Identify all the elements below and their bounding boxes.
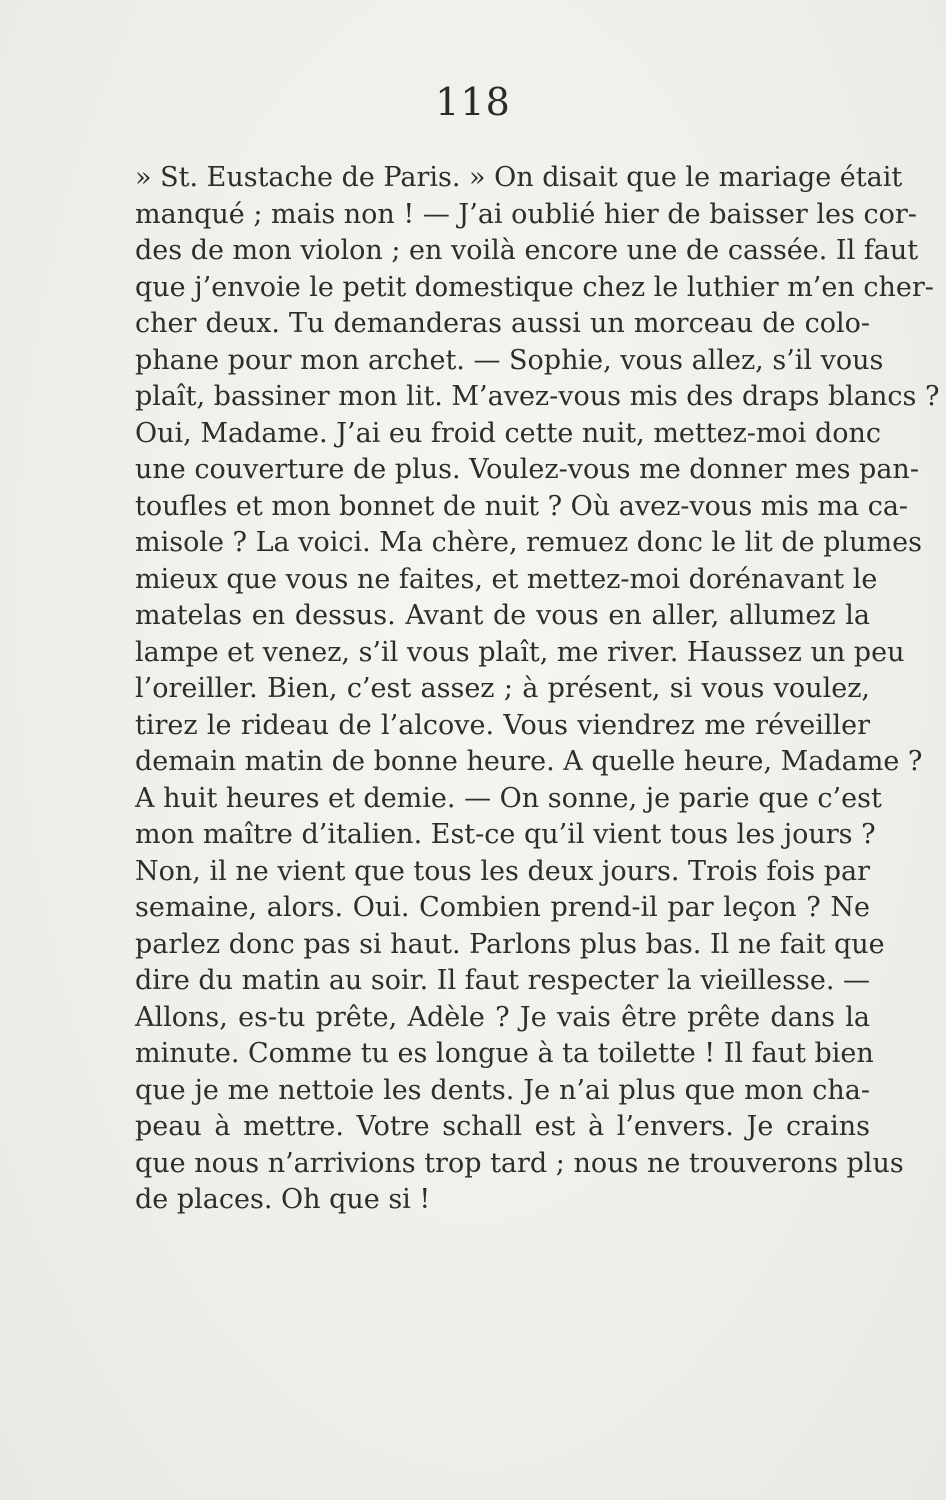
text-line: mon maître d’italien. Est-ce qu’il vient tous les jours ? [135,819,876,850]
text-line: misole ? La voici. Ma chère, remuez donc le lit de plumes [135,527,922,558]
text-line: demain matin de bonne heure. A quelle heure, Madame ? [135,746,923,777]
text-line: dire du matin au soir. Il faut respecter la vieillesse. — [135,965,870,996]
text-line: une couverture de plus. Voulez-vous me donner mes pan- [135,454,919,485]
text-line: que nous n’arrivions trop tard ; nous ne trouverons plus [135,1147,904,1179]
text-line: des de mon violon ; en voilà encore une de cassée. Il faut [135,235,919,266]
page-number: 118 [435,80,511,124]
text-line: manqué ; mais non ! — J’ai oublié hier de baisser les cor- [135,198,917,230]
text-line: l’oreiller. Bien, c’est assez ; à présent, si vous voulez, [135,673,870,704]
text-line: mieux que vous ne faites, et mettez-moi dorénavant le [135,563,878,595]
text-line: minute. Comme tu es longue à ta toilette ! Il faut bien [135,1038,874,1069]
text-line: lampe et venez, s’il vous plaît, me river. Haussez un peu [135,636,905,668]
text-line: Allons, es-tu prête, Adèle ? Je vais être prête dans la [135,1001,870,1033]
text-line: A huit heures et demie. — On sonne, je parie que c’est [135,782,882,814]
text-line: semaine, alors. Oui. Combien prend-il par leçon ? Ne [135,892,870,923]
text-line: que j’envoie le petit domestique chez le luthier m’en cher- [135,271,934,303]
text-line-last: de places. Oh que si ! [135,1184,431,1215]
text-line: peau à mettre. Votre schall est à l’envers. Je crains [135,1111,870,1142]
text-line: tirez le rideau de l’alcove. Vous viendrez me réveiller [135,709,870,741]
text-line: parlez donc pas si haut. Parlons plus bas. Il ne fait que [135,928,885,960]
text-line: phane pour mon archet. — Sophie, vous allez, s’il vous [135,344,884,376]
body-text [135,160,940,1219]
text-line: matelas en dessus. Avant de vous en aller, allumez la [135,600,870,631]
text-line: toufles et mon bonnet de nuit ? Où avez-vous mis ma ca- [135,490,909,522]
text-line: Oui, Madame. J’ai eu froid cette nuit, mettez-moi donc [135,417,882,449]
text-line: que je me nettoie les dents. Je n’ai plus que mon cha- [135,1074,870,1106]
text-line: » St. Eustache de Paris. » On disait que le mariage était [135,162,903,193]
text-line: cher deux. Tu demanderas aussi un morceau de colo- [135,308,870,339]
text-line: plaît, bassiner mon lit. M’avez-vous mis des draps blancs ? [135,381,940,412]
text-line: Non, il ne vient que tous les deux jours. Trois fois par [135,855,870,887]
